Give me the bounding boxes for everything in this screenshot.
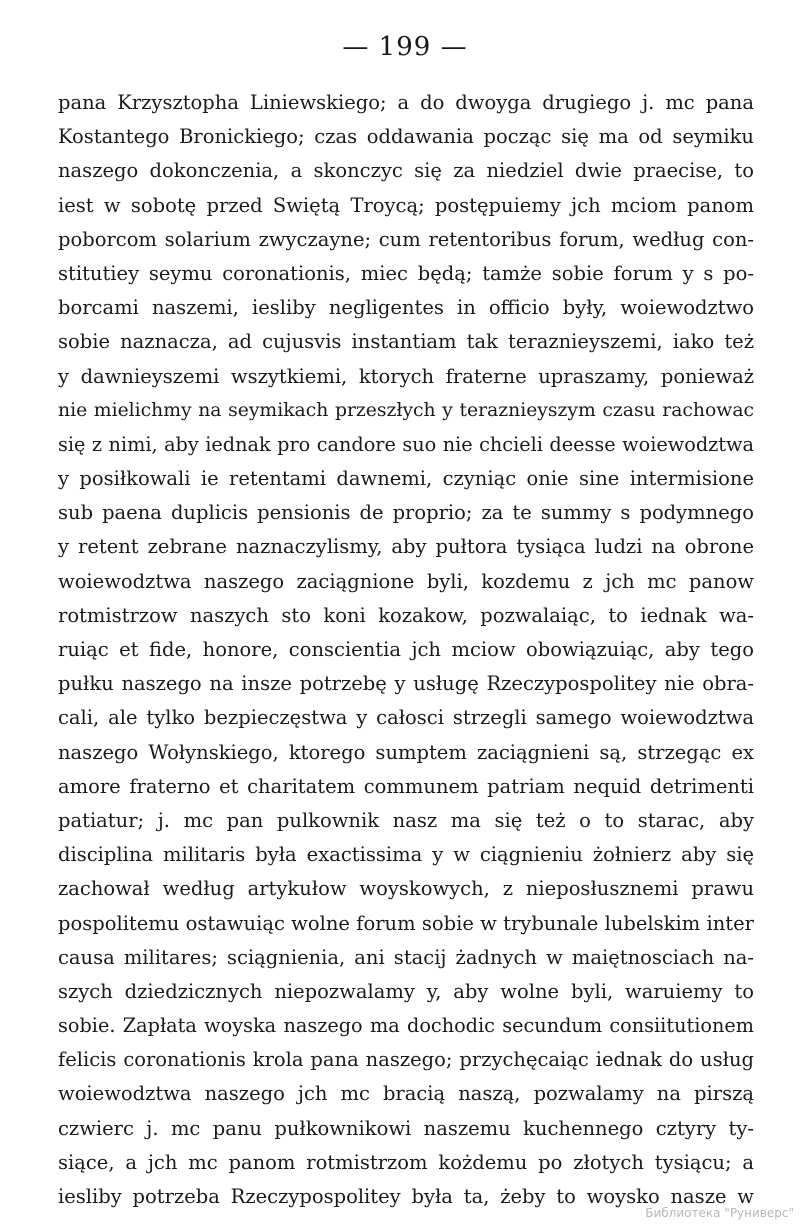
text-line: ruiąc et fide, honore, conscientia jch mciow obowiązuiąc, aby tego	[58, 638, 754, 661]
text-line: naszego Wołynskiego, ktorego sumptem zaciągnieni są, strzegąc ex	[58, 740, 754, 764]
text-line: borcami naszemi, iesliby negligentes in officio były, woiewodztwo	[58, 296, 754, 320]
page-number: — 199 —	[342, 32, 468, 62]
text-line: naszego dokonczenia, a skonczyc się za niedziel dwie praecise, to	[58, 159, 754, 183]
text-line: y retent zebrane naznaczylismy, aby pułtora tysiąca ludzi na obrone	[58, 535, 754, 559]
text-line: woiewodztwa naszego zaciągnione byli, kozdemu z jch mc panow	[58, 569, 754, 593]
text-line: iesliby potrzeba Rzeczypospolitey była ta, żeby to woysko nasze w	[58, 1185, 754, 1208]
text-line: pułku naszego na insze potrzebę y usługę Rzeczypospolitey nie obra-	[58, 672, 754, 696]
text-line: disciplina militaris była exactissima y w ciągnieniu żołnierz aby się	[58, 843, 754, 867]
text-line: siące, a jch mc panom rotmistrzom kożdemu po złotych tysiącu; a	[58, 1150, 754, 1174]
text-line: poborcom solarium zwyczayne; cum retentoribus forum, według con-	[58, 227, 754, 251]
text-line: causa militares; sciągnienia, ani stacij żadnych w maiętnosciach na-	[58, 945, 754, 969]
text-line: rotmistrzow naszych sto koni kozakow, pozwalaiąc, to iednak wa-	[58, 603, 754, 627]
text-line: stitutiey seymu coronationis, miec będą; tamże sobie forum y s po-	[58, 261, 754, 285]
library-watermark: Библиотека "Руниверс"	[645, 1206, 794, 1220]
text-line: patiatur; j. mc pan pulkownik nasz ma się też o to starac, aby	[58, 808, 754, 832]
text-line: się z nimi, aby iednak pro candore suo nie chcieli deesse woiewodztwa	[58, 432, 754, 456]
text-line: y dawnieyszemi wszytkiemi, ktorych fraterne upraszamy, ponieważ	[58, 364, 754, 388]
text-line: pana Krzysztopha Liniewskiego; a do dwoyga drugiego j. mc pana	[58, 91, 754, 114]
text-line: iest w sobotę przed Swiętą Troycą; postępuiemy jch mciom panom	[58, 193, 754, 217]
text-line: sobie. Zapłata woyska naszego ma dochodic secundum consiitutionem	[58, 1014, 754, 1038]
text-line: amore fraterno et charitatem communem patriam nequid detrimenti	[58, 774, 754, 798]
text-line: szych dziedzicznych niepozwalamy y, aby wolne byli, waruiemy to	[58, 979, 754, 1003]
text-line: sobie naznacza, ad cujusvis instantiam tak teraznieyszemi, iako też	[58, 330, 754, 354]
text-line: pospolitemu ostawuiąc wolne forum sobie w trybunale lubelskim inter	[58, 911, 754, 935]
text-line: Kostantego Bronickiego; czas oddawania począc się ma od seymiku	[58, 125, 754, 149]
text-line: sub paena duplicis pensionis de proprio; za te summy s podymnego	[58, 501, 754, 525]
text-line: cali, ale tylko bezpieczęstwa y całosci strzegli samego woiewodztwa	[58, 706, 754, 730]
text-line: zachował według artykułow woyskowych, z nieposłusznemi prawu	[58, 877, 754, 901]
text-line: woiewodztwa naszego jch mc bracią naszą, pozwalamy na pirszą	[58, 1082, 754, 1106]
text-line: felicis coronationis krola pana naszego; przychęcaiąc iednak do usług	[58, 1048, 754, 1072]
body-text	[58, 86, 754, 1214]
text-line: czwierc j. mc panu pułkownikowi naszemu kuchennego cztyry ty-	[58, 1116, 754, 1140]
text-line: nie mielichmy na seymikach przeszłych y teraznieyszym czasu rachowac	[58, 399, 754, 421]
text-line: y posiłkowali ie retentami dawnemi, czyniąc onie sine intermisione	[58, 467, 754, 491]
